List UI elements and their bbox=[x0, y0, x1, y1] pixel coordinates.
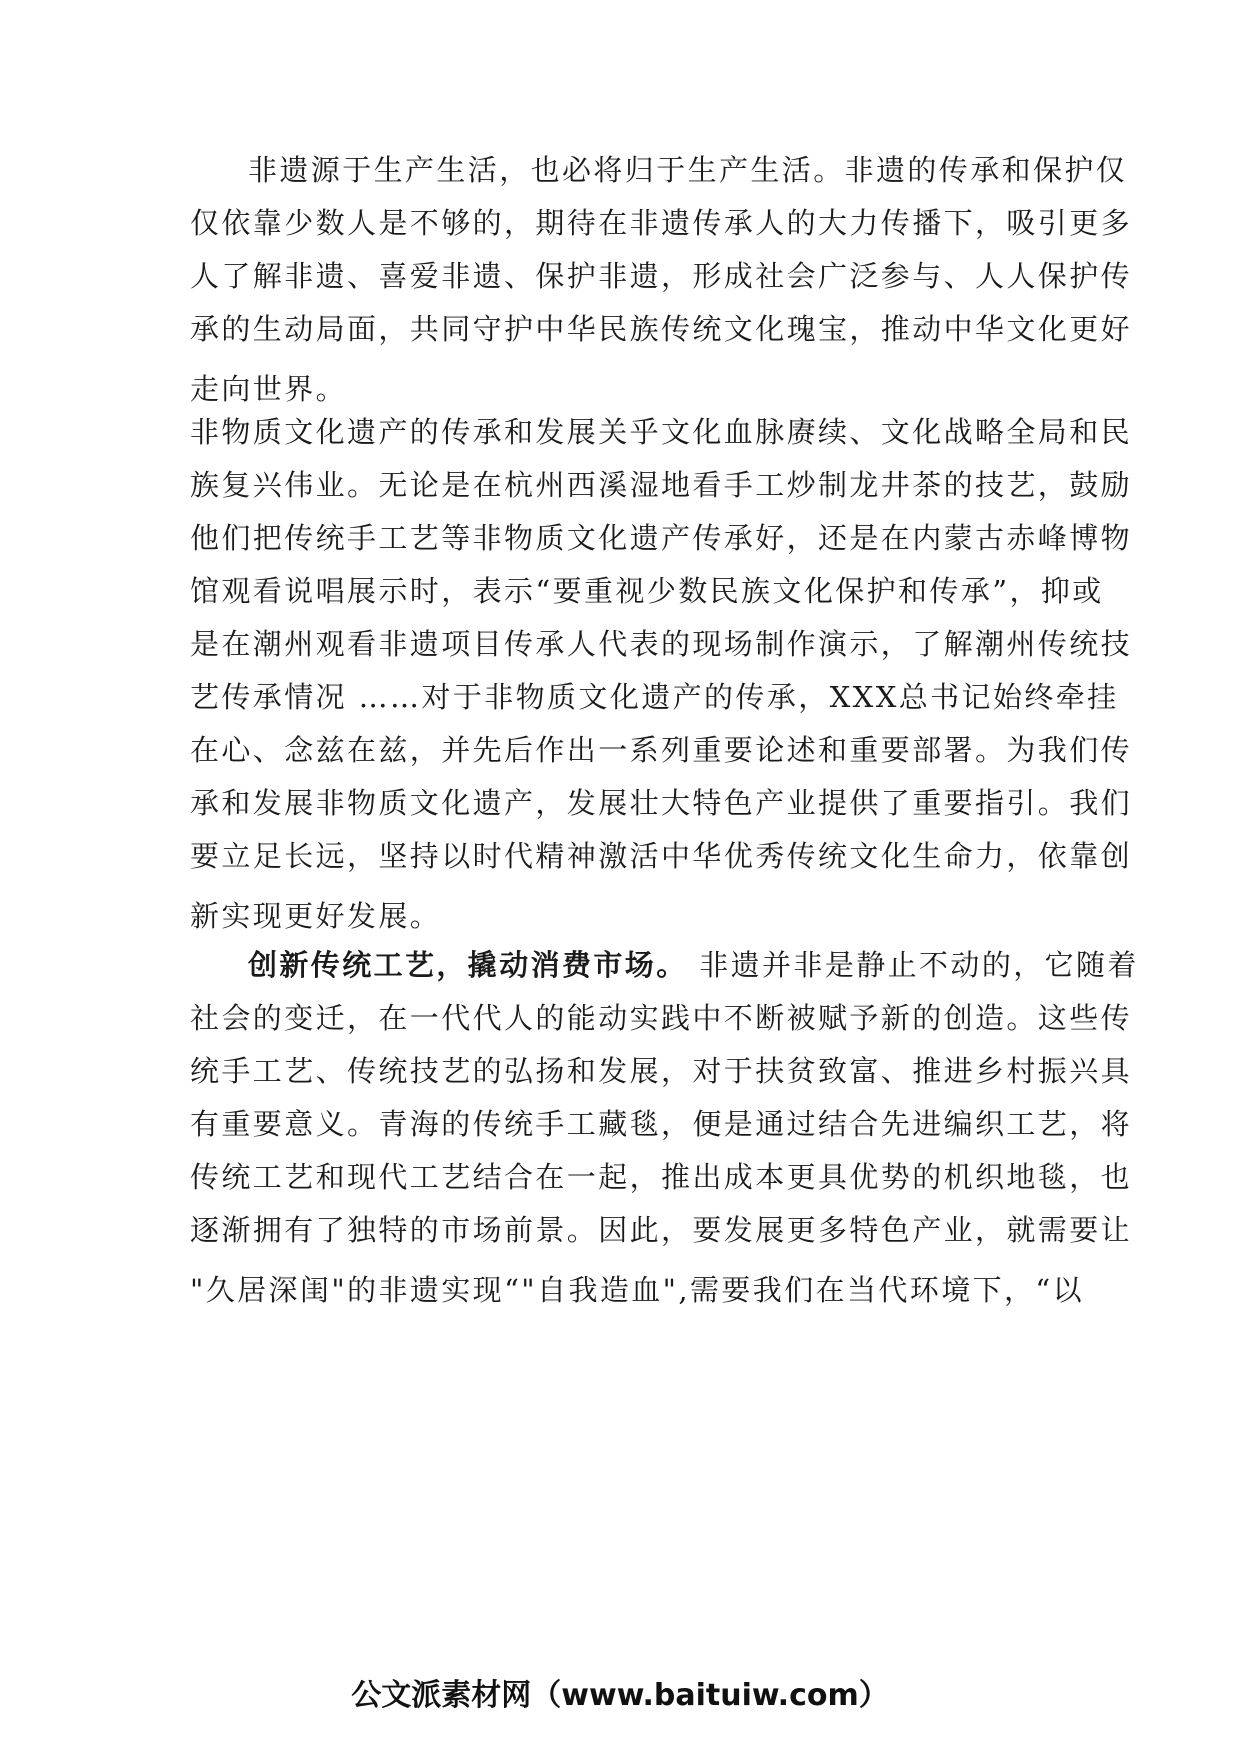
paragraph-1-line-4: 承的生动局面，共同守护中华民族传统文化瑰宝，推动中华文化更好 bbox=[190, 312, 1133, 346]
paragraph-1 bbox=[190, 150, 1133, 409]
paragraph-2-line-8: 承和发展非物质文化遗产，发展壮大特色产业提供了重要指引。我们 bbox=[190, 786, 1133, 820]
paragraph-3-line-6: 逐渐拥有了独特的市场前景。因此，要发展更多特色产业，就需要让 bbox=[190, 1213, 1133, 1247]
paragraph-3-line-4: 有重要意义。青海的传统手工藏毯，便是通过结合先进编织工艺，将 bbox=[190, 1107, 1133, 1141]
paragraph-3 bbox=[190, 945, 1139, 1310]
paragraph-1-line-5: 走向世界。 bbox=[190, 372, 348, 406]
paragraph-2-line-5: 是在潮州观看非遗项目传承人代表的现场制作演示，了解潮州传统技 bbox=[190, 627, 1133, 661]
paragraph-2-line-4: 馆观看说唱展示时，表示“要重视少数民族文化保护和传承”，抑或 bbox=[190, 574, 1104, 608]
paragraph-3-line-7: "久居深闺"的非遗实现“"自我造血",需要我们在当代环境下，“以 bbox=[190, 1273, 1085, 1307]
paragraph-2-line-9: 要立足长远，坚持以时代精神激活中华优秀传统文化生命力，依靠创 bbox=[190, 839, 1133, 873]
paragraph-2-line-1: 非物质文化遗产的传承和发展关乎文化血脉赓续、文化战略全局和民 bbox=[190, 415, 1133, 449]
section-heading: 创新传统工艺，撬动消费市场。 bbox=[248, 948, 688, 982]
paragraph-3-line-2: 社会的变迁，在一代代人的能动实践中不断被赋予新的创造。这些传 bbox=[190, 1001, 1133, 1035]
paragraph-2-line-7: 在心、念兹在兹，并先后作出一系列重要论述和重要部署。为我们传 bbox=[190, 733, 1133, 767]
paragraph-1-line-1: 非遗源于生产生活，也必将归于生产生活。非遗的传承和保护仅 bbox=[248, 153, 1128, 187]
paragraph-3-line-1-rest: 非遗并非是静止不动的，它随着 bbox=[687, 948, 1139, 982]
paragraph-2-line-10: 新实现更好发展。 bbox=[190, 899, 442, 933]
paragraph-2 bbox=[190, 412, 1133, 936]
paragraph-1-line-3: 人了解非遗、喜爱非遗、保护非遗，形成社会广泛参与、人人保护传 bbox=[190, 259, 1133, 293]
paragraph-2-line-6: 艺传承情况 ……对于非物质文化遗产的传承，XXX总书记始终牵挂 bbox=[190, 680, 1119, 714]
paragraph-1-line-2: 仅依靠少数人是不够的，期待在非遗传承人的大力传播下，吸引更多 bbox=[190, 206, 1133, 240]
paragraph-2-line-3: 他们把传统手工艺等非物质文化遗产传承好，还是在内蒙古赤峰博物 bbox=[190, 521, 1133, 555]
footer-website-credit: 公文派素材网（www.baituiw.com） bbox=[351, 1678, 889, 1713]
paragraph-2-line-2: 族复兴伟业。无论是在杭州西溪湿地看手工炒制龙井茶的技艺，鼓励 bbox=[190, 468, 1133, 502]
paragraph-3-line-1 bbox=[190, 945, 1139, 985]
paragraph-3-line-3: 统手工艺、传统技艺的弘扬和发展，对于扶贫致富、推进乡村振兴具 bbox=[190, 1054, 1133, 1088]
paragraph-3-line-5: 传统工艺和现代工艺结合在一起，推出成本更具优势的机织地毯，也 bbox=[190, 1160, 1133, 1194]
